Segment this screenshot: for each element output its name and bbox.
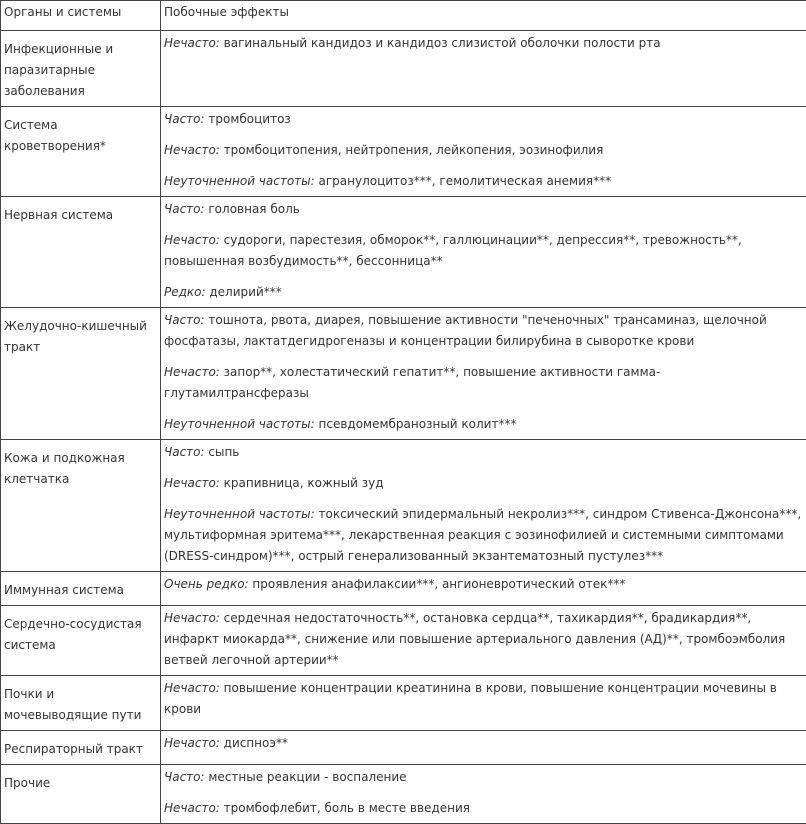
column-header-effects: Побочные эффекты [161,1,806,31]
frequency-label: Нечасто: [164,736,220,750]
side-effects-cell [161,31,806,107]
organ-system-cell: Кожа и подкожная клетчатка [1,440,161,572]
side-effects-cell [161,107,806,197]
effect-text: сыпь [205,445,240,459]
effect-text: токсический эпидермальный некролиз***, синдром Стивенса-Джонсона***, мультиформная эритема***, лекарственная реакция с эозинофилией и системными симптомами (DRESS-синдром)***, острый генерализованный экзантематозный пустулез*** [164,507,801,563]
side-effect-entry [164,574,803,595]
frequency-label: Часто: [164,313,205,327]
frequency-label: Нечасто: [164,143,220,157]
side-effects-cell [161,572,806,606]
effect-text: тошнота, рвота, диарея, повышение активности "печеночных" трансаминаз, щелочной фосфатазы, лактатдегидрогеназы и концентрации билирубина в сыворотке крови [164,313,767,348]
effect-text: сердечная недостаточность**, остановка сердца**, тахикардия**, брадикардия**, инфаркт миокарда**, снижение или повышение артериального давления (АД)**, тромбоэмболия ветвей легочной артерии** [164,611,785,667]
effect-text: запор**, холестатический гепатит**, повышение активности гамма-глутамилтрансферазы [164,365,660,400]
side-effect-entry [164,199,803,220]
table-row [1,107,806,197]
side-effect-entry [164,230,803,272]
effect-text: судороги, парестезия, обморок**, галлюцинации**, депрессия**, тревожность**, повышенная возбудимость**, бессонница** [164,233,742,268]
effect-text: головная боль [205,202,300,216]
table-row [1,676,806,731]
side-effect-entry [164,33,803,54]
table-row [1,440,806,572]
organ-system-cell: Желудочно-кишечный тракт [1,308,161,440]
side-effect-entry [164,798,803,819]
frequency-label: Очень редко: [164,577,249,591]
side-effect-entry [164,733,803,754]
side-effect-entry [164,310,803,352]
frequency-label: Часто: [164,202,205,216]
side-effects-cell [161,731,806,765]
effect-text: псевдомембранозный колит*** [315,417,517,431]
frequency-label: Часто: [164,112,205,126]
frequency-label: Неуточненной частоты: [164,507,315,521]
table-row [1,606,806,676]
effect-text: местные реакции - воспаление [205,770,407,784]
side-effects-cell [161,440,806,572]
frequency-label: Нечасто: [164,36,220,50]
organ-system-cell: Инфекционные и паразитарные заболевания [1,31,161,107]
effect-text: тромбофлебит, боль в месте введения [220,801,470,815]
side-effect-entry [164,473,803,494]
frequency-label: Нечасто: [164,233,220,247]
effect-text: крапивница, кожный зуд [220,476,384,490]
table-row [1,31,806,107]
frequency-label: Часто: [164,445,205,459]
effect-text: тромбоцитоз [205,112,291,126]
organ-system-cell: Почки и мочевыводящие пути [1,676,161,731]
side-effect-entry [164,140,803,161]
table-header-row [1,1,806,31]
side-effects-cell [161,765,806,824]
side-effect-entry [164,504,803,567]
column-header-organs: Органы и системы [1,1,161,31]
side-effect-entry [164,171,803,192]
effect-text: тромбоцитопения, нейтропения, лейкопения, эозинофилия [220,143,603,157]
organ-system-cell: Сердечно-сосудистая система [1,606,161,676]
effect-text: диспноэ** [220,736,288,750]
organ-system-cell: Иммунная система [1,572,161,606]
organ-system-cell: Нервная система [1,197,161,308]
side-effects-cell [161,676,806,731]
frequency-label: Нечасто: [164,801,220,815]
side-effects-cell [161,197,806,308]
side-effect-entry [164,678,803,720]
table-row [1,308,806,440]
effect-text: проявления анафилаксии***, ангионевротический отек*** [249,577,626,591]
side-effect-entry [164,362,803,404]
frequency-label: Неуточненной частоты: [164,174,315,188]
frequency-label: Нечасто: [164,476,220,490]
frequency-label: Нечасто: [164,611,220,625]
side-effect-entry [164,608,803,671]
side-effect-entry [164,442,803,463]
organ-system-cell: Прочие [1,765,161,824]
side-effect-entry [164,767,803,788]
effect-text: повышение концентрации креатинина в крови, повышение концентрации мочевины в крови [164,681,777,716]
table-row [1,197,806,308]
effect-text: агранулоцитоз***, гемолитическая анемия*** [315,174,611,188]
organ-system-cell: Респираторный тракт [1,731,161,765]
side-effect-entry [164,414,803,435]
table-body [1,31,806,824]
effect-text: вагинальный кандидоз и кандидоз слизистой оболочки полости рта [220,36,661,50]
organ-system-cell: Система кроветворения* [1,107,161,197]
frequency-label: Неуточненной частоты: [164,417,315,431]
side-effects-cell [161,308,806,440]
table-row [1,765,806,824]
side-effect-entry [164,282,803,303]
frequency-label: Нечасто: [164,681,220,695]
table-row [1,572,806,606]
effect-text: делирий*** [206,285,282,299]
table-row [1,731,806,765]
side-effect-entry [164,109,803,130]
side-effects-cell [161,606,806,676]
frequency-label: Часто: [164,770,205,784]
frequency-label: Нечасто: [164,365,220,379]
frequency-label: Редко: [164,285,206,299]
